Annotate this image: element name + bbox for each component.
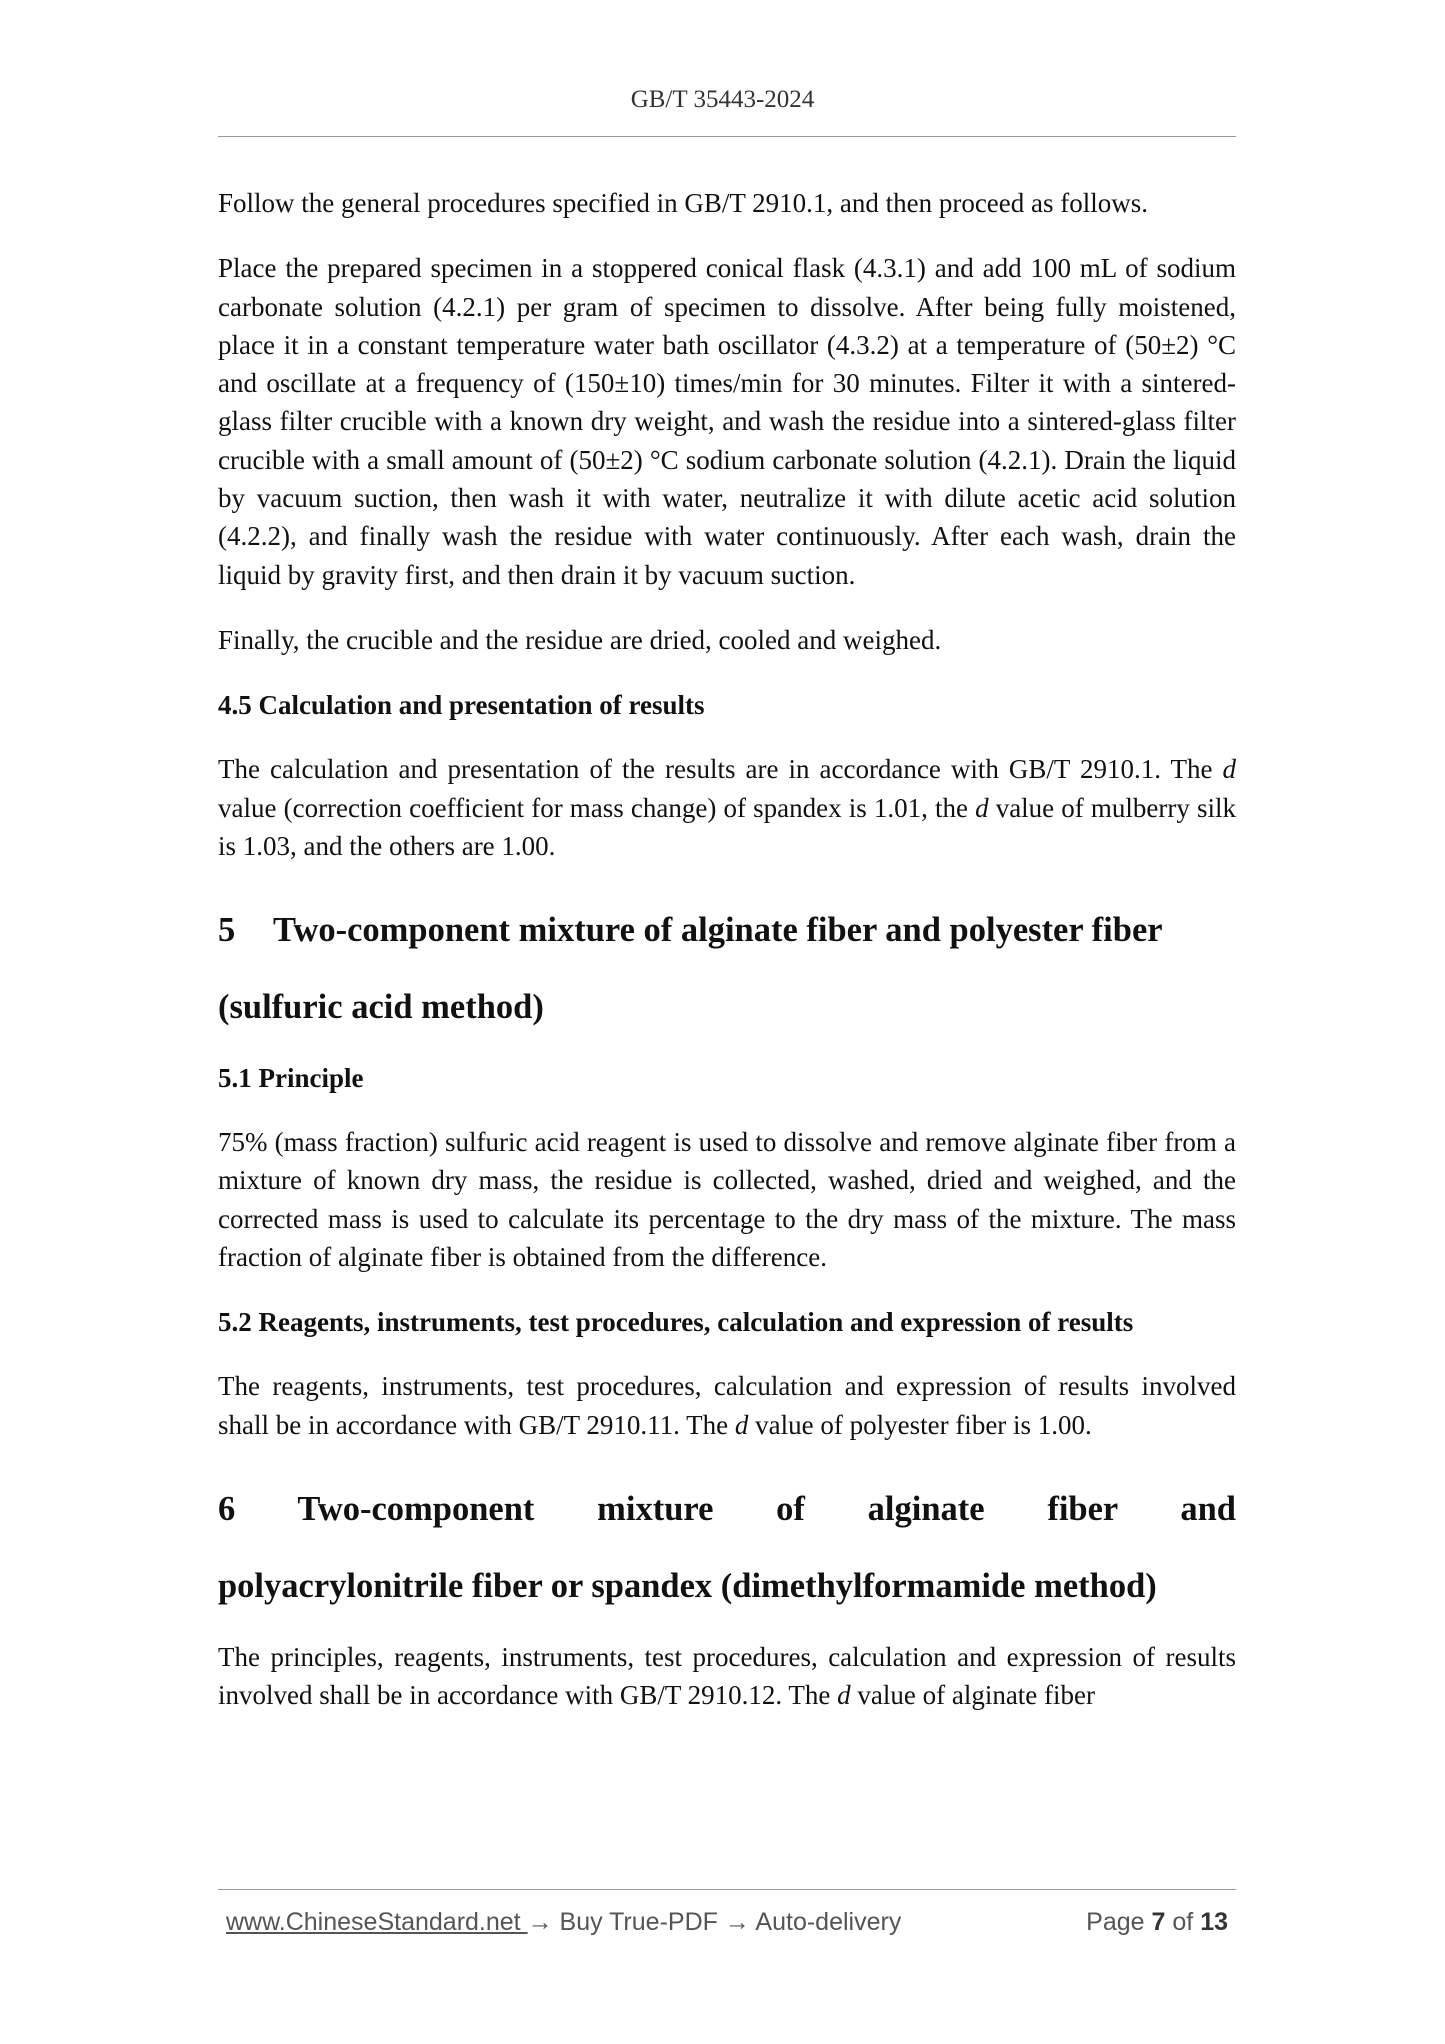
section-6-number: 6	[218, 1489, 236, 1528]
section-5-title-line1: 5 Two-component mixture of alginate fiber and polyester fiber	[218, 892, 1236, 969]
section-6-title-line2: polyacrylonitrile fiber or spandex (dimethylformamide method)	[218, 1566, 1157, 1605]
page-indicator	[1086, 1908, 1228, 1937]
arrow-right-icon: →	[724, 1908, 750, 1936]
footer-promo	[226, 1908, 901, 1937]
d-symbol: d	[1222, 754, 1237, 785]
d-symbol: d	[975, 792, 989, 823]
section-6-paragraph	[218, 1638, 1236, 1715]
standard-code-header: GB/T 35443-2024	[630, 86, 815, 113]
page-content	[218, 184, 1236, 1742]
d-symbol: d	[734, 1409, 749, 1440]
s6-text-a: The principles, reagents, instruments, test procedures, calculation and expression of results involved shall be in accordance with GB/T 2910.12. The	[218, 1641, 1236, 1711]
section-6-heading	[218, 1471, 1236, 1625]
intro-paragraph: Follow the general procedures specified in GB/T 2910.1, and then proceed as follows.	[218, 188, 1149, 218]
section-5-number: 5	[218, 911, 236, 950]
section-5-title-line2: (sulfuric acid method)	[218, 988, 544, 1027]
section-5-heading	[218, 892, 1236, 1046]
s4-5-text-b: value (correction coefficient for mass change) of spandex is 1.01, the	[218, 792, 968, 823]
s4-5-text-c: value of mulberry silk is 1.03, and the others are 1.00.	[218, 792, 1236, 861]
site-link[interactable]: www.ChineseStandard.net	[226, 1908, 528, 1936]
s6-text-b: value of alginate fiber	[857, 1680, 1096, 1711]
auto-delivery-text: Auto-delivery	[755, 1908, 902, 1936]
arrow-right-icon: →	[527, 1908, 553, 1936]
s5-2-text-b: value of polyester fiber is 1.00.	[755, 1409, 1092, 1440]
section-4-5-paragraph	[218, 750, 1236, 865]
page-label: Page	[1086, 1908, 1145, 1936]
s4-5-text-a: The calculation and presentation of the results are in accordance with GB/T 2910.1. The	[218, 754, 1213, 785]
page-footer	[226, 1908, 1236, 1944]
final-step-paragraph: Finally, the crucible and the residue are dried, cooled and weighed.	[218, 624, 942, 655]
header-divider	[218, 136, 1236, 137]
footer-divider	[218, 1889, 1236, 1890]
page-number: 7	[1151, 1908, 1166, 1936]
procedure-paragraph: Place the prepared specimen in a stoppered conical flask (4.3.1) and add 100 mL of sodium carbonate solution (4.2.1) per gram of specimen to dissolve. After being fully moistened, place it in a constant temperature water bath oscillator (4.3.2) at a temperature of (50±2) °C and oscillate at a frequency of (150±10) times/min for 30 minutes. Filter it with a sintered-glass filter crucible with a known dry weight, and wash the residue into a sintered-glass filter crucible with a small amount of (50±2) °C sodium carbonate solution (4.2.1). Drain the liquid by vacuum suction, then wash it with water, neutralize it with dilute acetic acid solution (4.2.2), and finally wash the residue with water continuously. After each wash, drain the liquid by gravity first, and then drain it by vacuum suction.	[218, 253, 1236, 590]
section-4-5-heading: 4.5 Calculation and presentation of results	[218, 690, 705, 721]
section-5-2-heading: 5.2 Reagents, instruments, test procedures, calculation and expression of results	[218, 1307, 1134, 1338]
d-symbol: d	[837, 1680, 851, 1711]
page-total: 13	[1200, 1908, 1228, 1936]
section-5-1-paragraph: 75% (mass fraction) sulfuric acid reagent is used to dissolve and remove alginate fiber from a mixture of known dry mass, the residue is collected, washed, dried and weighed, and the corrected mass is used to calculate its percentage to the dry mass of the mixture. The mass fraction of alginate fiber is obtained from the difference.	[218, 1127, 1236, 1273]
section-5-1-heading: 5.1 Principle	[218, 1063, 364, 1094]
buy-pdf-text: Buy True-PDF	[559, 1908, 718, 1936]
section-5-2-paragraph	[218, 1367, 1236, 1444]
s5-2-text-a: The reagents, instruments, test procedures, calculation and expression of results involved shall be in accordance with GB/T 2910.11. The	[218, 1371, 1236, 1440]
of-label: of	[1172, 1908, 1194, 1936]
section-6-title-line1: 6 Two-component mixture of alginate fiber and	[218, 1471, 1236, 1548]
